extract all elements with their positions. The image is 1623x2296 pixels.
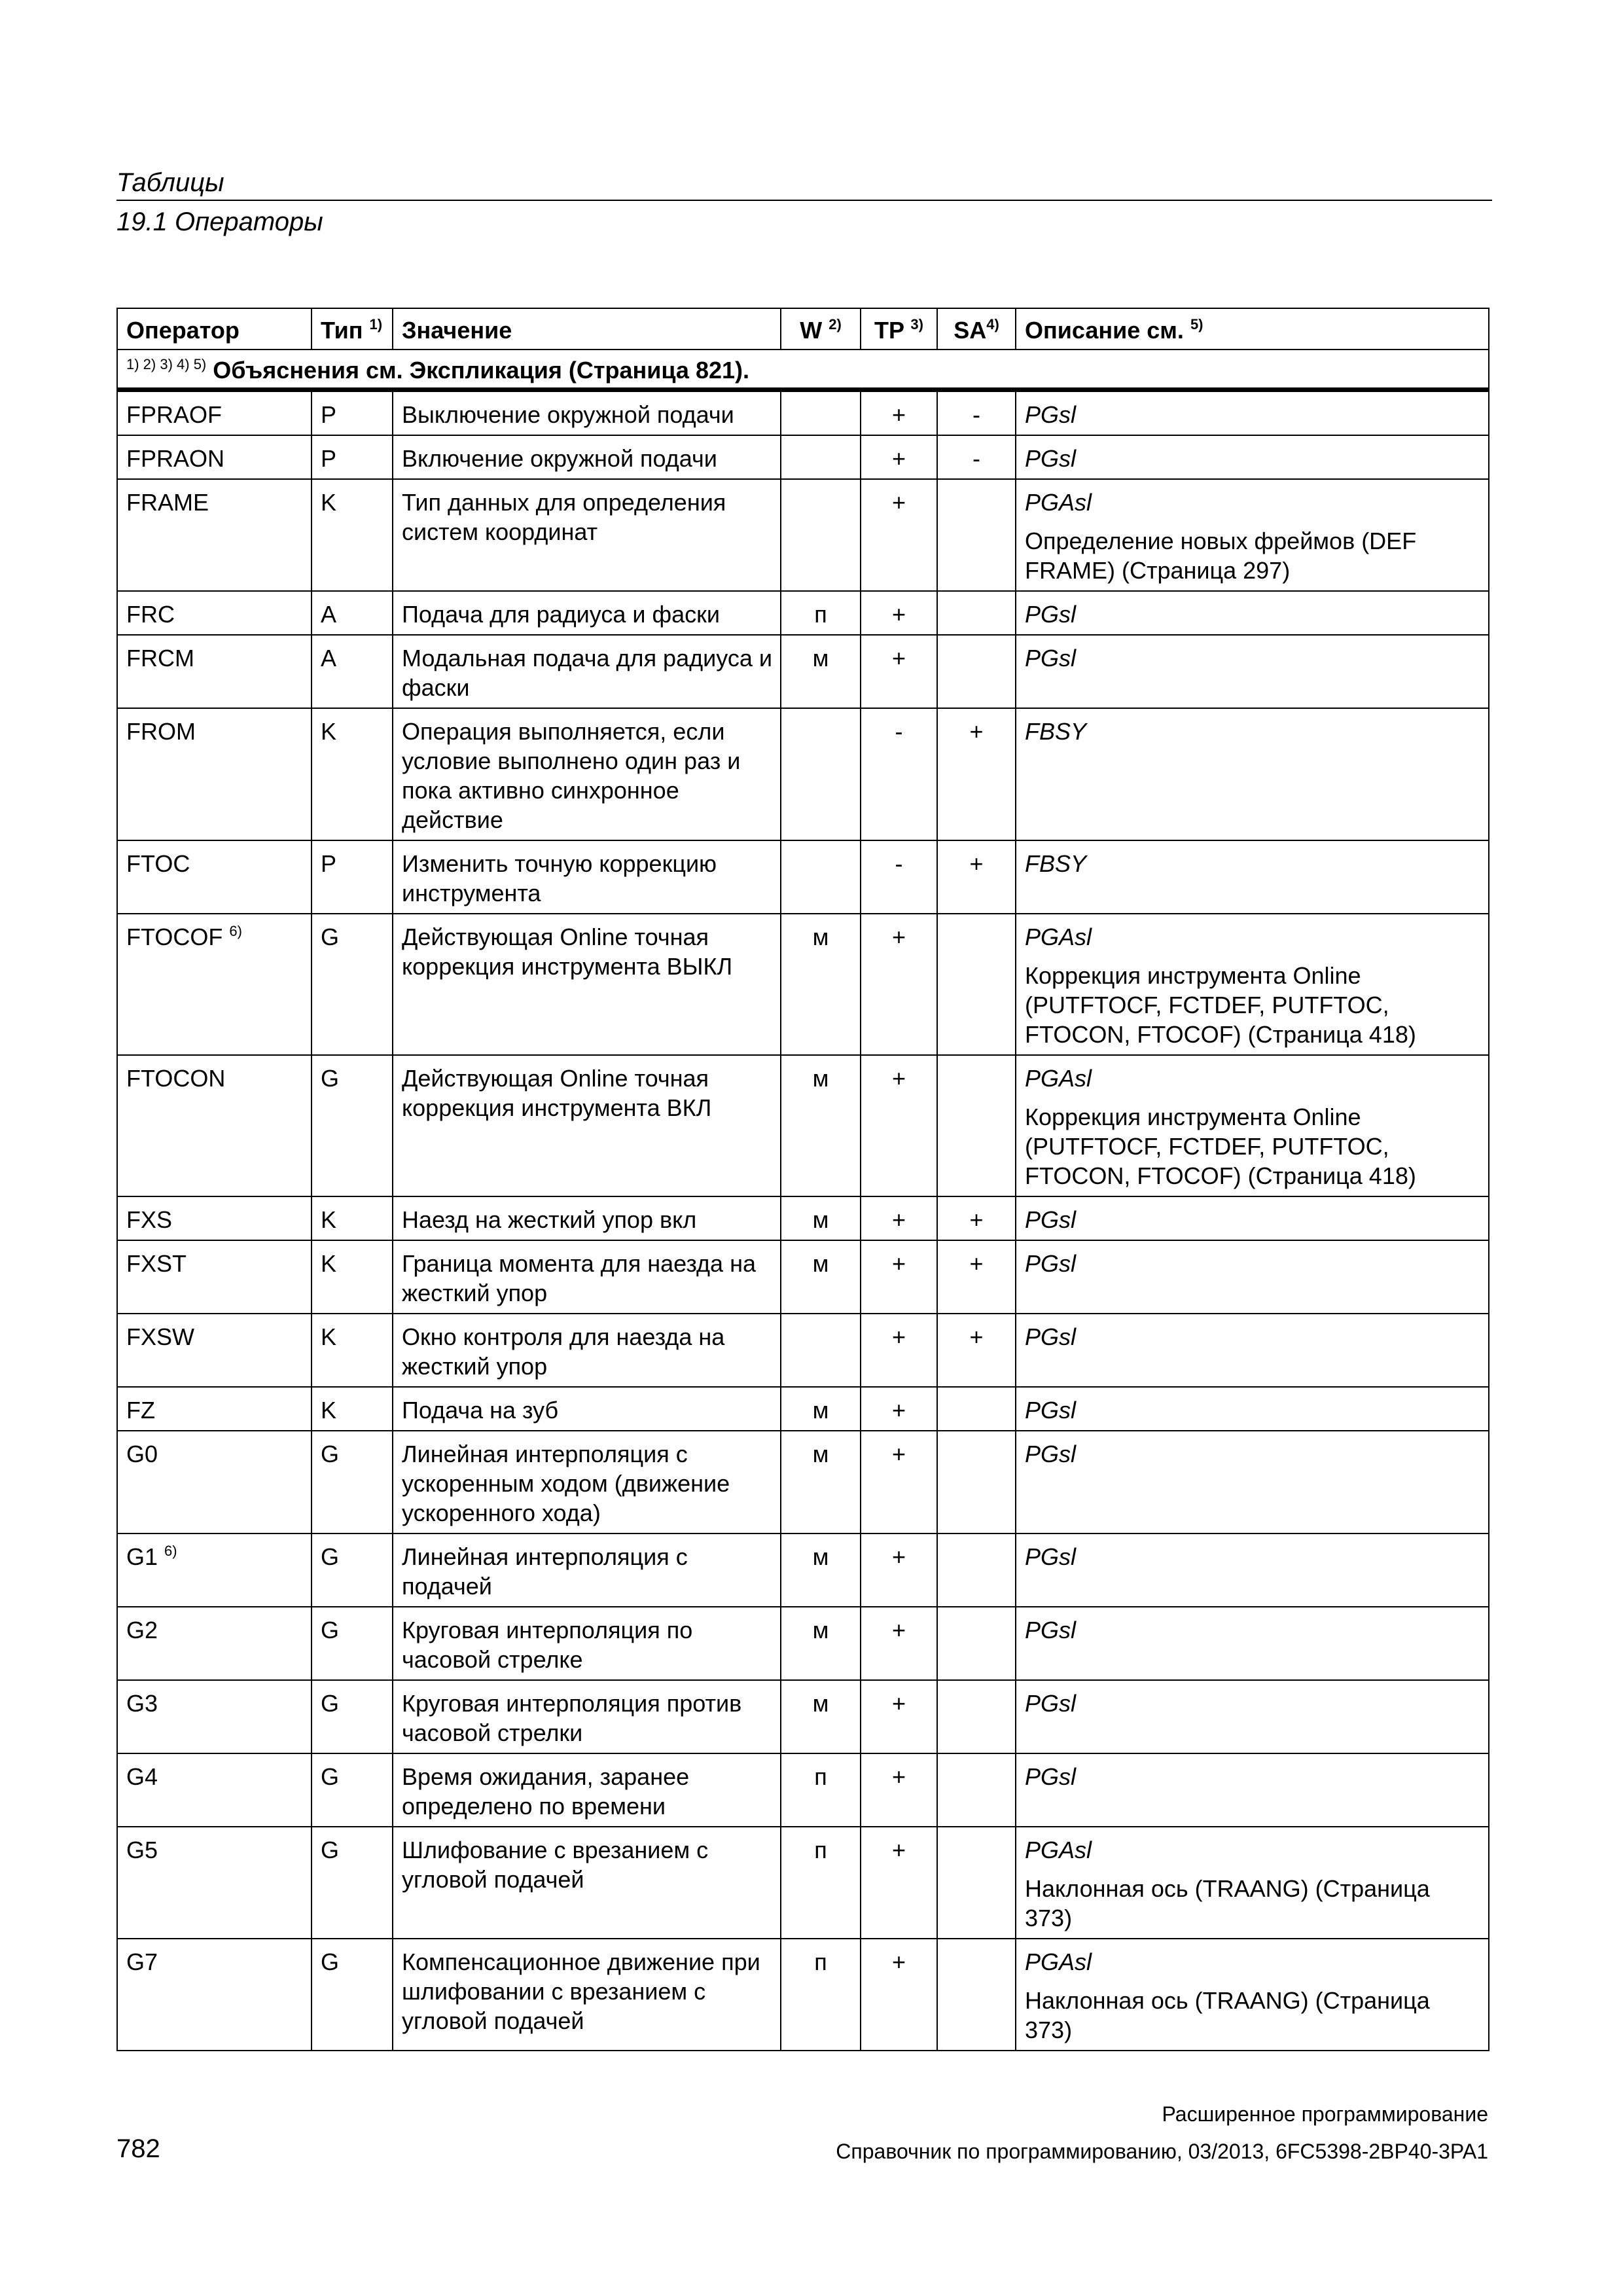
cell-meaning: Выключение окружной подачи (393, 390, 781, 436)
cell-operator: G2 (117, 1607, 312, 1680)
cell-type: G (312, 1055, 393, 1196)
cell-operator: FRAME (117, 479, 312, 591)
cell-description: PGsl (1016, 390, 1489, 436)
cell-sa: + (937, 708, 1016, 840)
cell-operator: FTOCON (117, 1055, 312, 1196)
legend-note-row (117, 350, 1489, 390)
col-type: Тип $^{1)}$ (312, 308, 393, 350)
footnote-marker: 6) (229, 923, 242, 939)
cell-operator: G5 (117, 1827, 312, 1939)
cell-meaning: Тип данных для определения систем координат (393, 479, 781, 591)
cell-w: м (781, 914, 861, 1055)
cell-meaning: Круговая интерполяция по часовой стрелке (393, 1607, 781, 1680)
table-row (117, 708, 1489, 840)
cell-operator: G0 (117, 1431, 312, 1534)
page-number: 782 (116, 2134, 160, 2163)
cell-meaning: Окно контроля для наезда на жесткий упор (393, 1314, 781, 1387)
cell-tp: - (861, 840, 937, 914)
cell-w: м (781, 635, 861, 708)
cell-operator: FXST (117, 1240, 312, 1314)
col-operator: Оператор (117, 308, 312, 350)
cell-operator: FZ (117, 1387, 312, 1431)
cell-operator: FXSW (117, 1314, 312, 1387)
cell-type: G (312, 1534, 393, 1607)
cell-description: PGsl (1016, 1314, 1489, 1387)
table-row (117, 914, 1489, 1055)
table-row (117, 1431, 1489, 1534)
cell-w: м (781, 1431, 861, 1534)
cell-meaning: Компенсационное движение при шлифовании с врезанием с угловой подачей (393, 1939, 781, 2051)
cell-type: G (312, 914, 393, 1055)
cell-description: PGsl (1016, 1240, 1489, 1314)
footer-doc-info: Справочник по программированию, 03/2013, 6FC5398-2BP40-3PA1 (836, 2140, 1488, 2163)
cell-w: п (781, 591, 861, 635)
cell-type: A (312, 591, 393, 635)
legend-note: $^{1) 2) 3) 4) 5)}$ Объяснения см. Экспликация (Страница 821). (117, 350, 1489, 390)
cell-operator: G4 (117, 1753, 312, 1827)
cell-meaning: Круговая интерполяция против часовой стрелки (393, 1680, 781, 1753)
table-row (117, 1753, 1489, 1827)
table-row (117, 479, 1489, 591)
cell-description: PGsl (1016, 1534, 1489, 1607)
cell-sa (937, 1387, 1016, 1431)
cell-tp: + (861, 1534, 937, 1607)
cell-w (781, 840, 861, 914)
table-row (117, 1196, 1489, 1240)
table-row (117, 435, 1489, 479)
cell-w (781, 435, 861, 479)
section-title: Таблицы (116, 168, 224, 197)
cell-description: FBSY (1016, 840, 1489, 914)
cell-operator: FPRAOF (117, 390, 312, 436)
cell-description: PGAsl Коррекция инструмента Online (PUTFTOCF, FCTDEF, PUTFTOC, FTOCON, FTOCOF) (Страница 418) (1016, 914, 1489, 1055)
operators-table (116, 308, 1489, 2051)
cell-operator: FXS (117, 1196, 312, 1240)
cell-sa (937, 591, 1016, 635)
table-row (117, 591, 1489, 635)
cell-tp: + (861, 1939, 937, 2051)
table-row (117, 1314, 1489, 1387)
col-desc: Описание см. $^{5)}$ (1016, 308, 1489, 350)
cell-meaning: Действующая Online точная коррекция инструмента ВКЛ (393, 1055, 781, 1196)
cell-tp: + (861, 1827, 937, 1939)
cell-tp: + (861, 1431, 937, 1534)
cell-type: K (312, 1196, 393, 1240)
col-w: W $^{2)}$ (781, 308, 861, 350)
cell-tp: + (861, 1387, 937, 1431)
cell-operator: FROM (117, 708, 312, 840)
cell-sa (937, 1753, 1016, 1827)
table-header-row (117, 308, 1489, 350)
cell-tp: + (861, 1680, 937, 1753)
table-row (117, 1607, 1489, 1680)
cell-type: G (312, 1827, 393, 1939)
cell-meaning: Изменить точную коррекцию инструмента (393, 840, 781, 914)
cell-type: G (312, 1939, 393, 2051)
cell-w (781, 479, 861, 591)
cell-type: G (312, 1680, 393, 1753)
cell-description: PGAsl Наклонная ось (TRAANG) (Страница 373) (1016, 1939, 1489, 2051)
cell-type: A (312, 635, 393, 708)
cell-w: п (781, 1939, 861, 2051)
cell-sa: - (937, 435, 1016, 479)
cell-description: FBSY (1016, 708, 1489, 840)
table-row (117, 1055, 1489, 1196)
cell-description: PGsl (1016, 635, 1489, 708)
col-tp: TP $^{3)}$ (861, 308, 937, 350)
cell-operator: FTOC (117, 840, 312, 914)
cell-type: G (312, 1607, 393, 1680)
col-meaning: Значение (393, 308, 781, 350)
description-reference: Наклонная ось (TRAANG) (Страница 373) (1025, 1987, 1430, 2043)
cell-sa: - (937, 390, 1016, 436)
description-reference: Наклонная ось (TRAANG) (Страница 373) (1025, 1875, 1430, 1931)
cell-sa (937, 914, 1016, 1055)
cell-description: PGAsl Определение новых фреймов (DEF FRAME) (Страница 297) (1016, 479, 1489, 591)
cell-tp: + (861, 1240, 937, 1314)
cell-type: P (312, 435, 393, 479)
description-reference: Определение новых фреймов (DEF FRAME) (Страница 297) (1025, 528, 1417, 584)
cell-meaning: Операция выполняется, если условие выполнено один раз и пока активно синхронное действие (393, 708, 781, 840)
cell-w: м (781, 1240, 861, 1314)
header-rule (116, 200, 1492, 201)
cell-operator: G1 $^{6)}$ (117, 1534, 312, 1607)
cell-w: п (781, 1753, 861, 1827)
cell-operator: FRC (117, 591, 312, 635)
cell-sa (937, 1534, 1016, 1607)
cell-description: PGsl (1016, 591, 1489, 635)
col-sa: SA$^{4)}$ (937, 308, 1016, 350)
table-row (117, 1534, 1489, 1607)
table-row (117, 390, 1489, 436)
table-row (117, 840, 1489, 914)
cell-operator: FPRAON (117, 435, 312, 479)
cell-description: PGsl (1016, 1753, 1489, 1827)
cell-meaning: Наезд на жесткий упор вкл (393, 1196, 781, 1240)
cell-type: G (312, 1753, 393, 1827)
cell-sa (937, 479, 1016, 591)
cell-sa (937, 1607, 1016, 1680)
cell-operator: G7 (117, 1939, 312, 2051)
cell-sa (937, 1431, 1016, 1534)
cell-description: PGAsl Наклонная ось (TRAANG) (Страница 373) (1016, 1827, 1489, 1939)
cell-tp: + (861, 1314, 937, 1387)
cell-w: м (781, 1607, 861, 1680)
cell-description: PGsl (1016, 1387, 1489, 1431)
description-reference: Коррекция инструмента Online (PUTFTOCF, FCTDEF, PUTFTOC, FTOCON, FTOCOF) (Страница 418) (1025, 962, 1416, 1048)
cell-operator: FTOCOF $^{6)}$ (117, 914, 312, 1055)
table-row (117, 1680, 1489, 1753)
cell-type: K (312, 1314, 393, 1387)
cell-meaning: Действующая Online точная коррекция инструмента ВЫКЛ (393, 914, 781, 1055)
cell-type: K (312, 1240, 393, 1314)
cell-meaning: Модальная подача для радиуса и фаски (393, 635, 781, 708)
cell-tp: - (861, 708, 937, 840)
cell-meaning: Подача для радиуса и фаски (393, 591, 781, 635)
cell-sa: + (937, 1196, 1016, 1240)
table-row (117, 1939, 1489, 2051)
cell-w: п (781, 1827, 861, 1939)
cell-tp: + (861, 1607, 937, 1680)
cell-operator: FRCM (117, 635, 312, 708)
table-row (117, 1240, 1489, 1314)
cell-meaning: Время ожидания, заранее определено по времени (393, 1753, 781, 1827)
cell-sa (937, 1680, 1016, 1753)
cell-tp: + (861, 1055, 937, 1196)
cell-description: PGsl (1016, 1680, 1489, 1753)
cell-w (781, 1314, 861, 1387)
table-row (117, 1387, 1489, 1431)
footnote-marker: 6) (164, 1543, 177, 1559)
cell-type: K (312, 479, 393, 591)
cell-w: м (781, 1196, 861, 1240)
cell-meaning: Включение окружной подачи (393, 435, 781, 479)
cell-sa (937, 1939, 1016, 2051)
cell-sa: + (937, 1314, 1016, 1387)
description-reference: Коррекция инструмента Online (PUTFTOCF, FCTDEF, PUTFTOC, FTOCON, FTOCOF) (Страница 418) (1025, 1103, 1416, 1189)
cell-tp: + (861, 591, 937, 635)
cell-sa (937, 1827, 1016, 1939)
cell-tp: + (861, 1196, 937, 1240)
cell-meaning: Линейная интерполяция с подачей (393, 1534, 781, 1607)
cell-type: P (312, 840, 393, 914)
cell-type: K (312, 1387, 393, 1431)
cell-tp: + (861, 1753, 937, 1827)
cell-tp: + (861, 435, 937, 479)
cell-meaning: Линейная интерполяция с ускоренным ходом (движение ускоренного хода) (393, 1431, 781, 1534)
cell-w: м (781, 1055, 861, 1196)
table-row (117, 635, 1489, 708)
subsection-title: 19.1 Операторы (116, 207, 323, 236)
cell-sa: + (937, 840, 1016, 914)
cell-w: м (781, 1387, 861, 1431)
cell-sa: + (937, 1240, 1016, 1314)
cell-description: PGsl (1016, 1607, 1489, 1680)
table-row (117, 1827, 1489, 1939)
cell-meaning: Граница момента для наезда на жесткий упор (393, 1240, 781, 1314)
cell-w: м (781, 1680, 861, 1753)
cell-tp: + (861, 914, 937, 1055)
cell-w: м (781, 1534, 861, 1607)
cell-type: P (312, 390, 393, 436)
cell-w (781, 708, 861, 840)
cell-description: PGsl (1016, 1196, 1489, 1240)
cell-tp: + (861, 479, 937, 591)
cell-description: PGsl (1016, 1431, 1489, 1534)
cell-tp: + (861, 635, 937, 708)
cell-tp: + (861, 390, 937, 436)
cell-w (781, 390, 861, 436)
cell-description: PGsl (1016, 435, 1489, 479)
cell-sa (937, 1055, 1016, 1196)
cell-description: PGAsl Коррекция инструмента Online (PUTFTOCF, FCTDEF, PUTFTOC, FTOCON, FTOCOF) (Страница 418) (1016, 1055, 1489, 1196)
footer-doc-title: Расширенное программирование (1162, 2102, 1488, 2126)
cell-type: K (312, 708, 393, 840)
cell-sa (937, 635, 1016, 708)
cell-meaning: Шлифование с врезанием с угловой подачей (393, 1827, 781, 1939)
cell-type: G (312, 1431, 393, 1534)
cell-meaning: Подача на зуб (393, 1387, 781, 1431)
cell-operator: G3 (117, 1680, 312, 1753)
